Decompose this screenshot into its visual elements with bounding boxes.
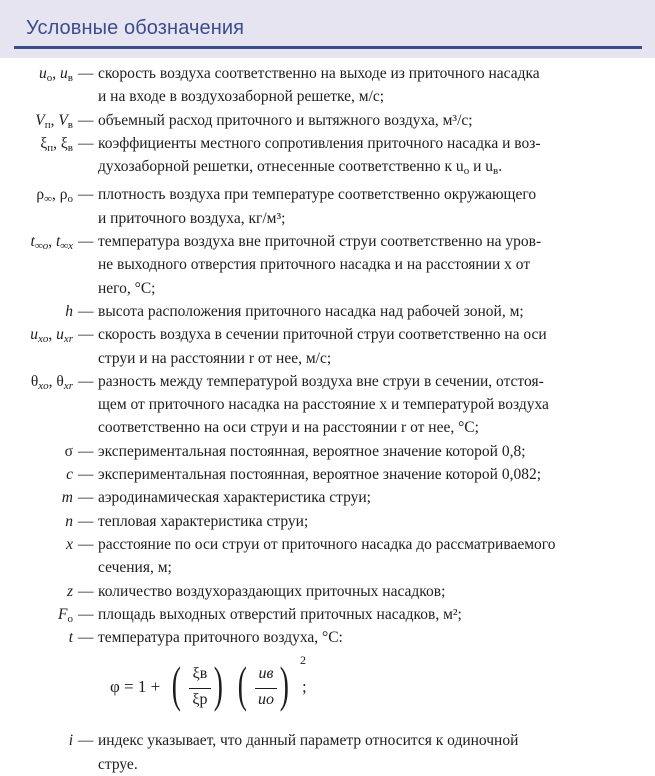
- fraction-denominator: uо: [258, 691, 274, 709]
- entry-description: индекс указывает, что данный параметр относится к одиночной струе.: [98, 732, 519, 773]
- entry-dash: —: [78, 372, 94, 390]
- entry-dash: —: [78, 186, 94, 204]
- entry-description: тепловая характеристика струи;: [98, 512, 309, 530]
- entry-dash: —: [78, 134, 94, 152]
- entry-description: аэродинамическая характеристика струи;: [98, 489, 371, 507]
- entry-description: скорость воздуха в сечении приточной струи соответственно на оси струи и на расстоянии r от нее, м/с;: [98, 326, 547, 367]
- entry-description: экспериментальная постоянная, вероятное значение которой 0,082;: [98, 466, 542, 484]
- legend-entry: [0, 533, 655, 580]
- entry-symbol: $u_о$, $u_в$: [39, 65, 73, 84]
- entry-dash: —: [78, 466, 94, 484]
- entry-dash: —: [78, 582, 94, 600]
- legend-entry: [0, 323, 655, 370]
- fraction-bar: [189, 688, 211, 689]
- entry-dash: —: [78, 302, 94, 320]
- entry-description: площадь выходных отверстий приточных насадков, м²;: [98, 605, 462, 623]
- legend-entry: [0, 62, 655, 109]
- entry-description: разность между температурой воздуха вне струи в сечении, отстоя- щем от приточного насадка на расстояние x и температурой воздуха соответственно на оси струи и на расстоянии r от нее, °С;: [98, 372, 549, 437]
- entry-dash: —: [78, 512, 94, 530]
- legend-entry: [0, 626, 655, 649]
- legend-entry: [0, 300, 655, 323]
- phi-formula: [110, 653, 655, 723]
- entry-dash: —: [78, 442, 94, 460]
- fraction-numerator: ξв: [192, 665, 208, 683]
- entry-symbol: n: [65, 512, 73, 530]
- entry-dash: —: [78, 65, 94, 82]
- entry-dash: —: [78, 111, 94, 129]
- entry-symbol: z: [66, 582, 73, 600]
- entry-symbol: c: [66, 466, 73, 484]
- fraction-numerator: uв: [258, 665, 274, 683]
- formula-lhs: φ = 1 +: [110, 677, 161, 697]
- legend-entry: [0, 230, 655, 300]
- entry-symbol: $\xi_п$, $\xi_в$: [40, 134, 73, 154]
- entry-symbol: x: [66, 535, 73, 553]
- formula-exponent: 2: [300, 653, 306, 668]
- entry-dash: —: [78, 629, 94, 647]
- fraction-bar: [255, 688, 277, 689]
- entry-description: расстояние по оси струи от приточного насадка до рассматриваемого сечения, м;: [98, 535, 556, 577]
- legend-entry: [0, 486, 655, 509]
- paren-left: (: [237, 656, 247, 713]
- section-title: Условные обозначения: [26, 17, 245, 39]
- entry-symbol: $V_п$, $V_в$: [35, 111, 73, 131]
- paren-right: ): [213, 656, 223, 713]
- paren-left: (: [171, 656, 181, 713]
- entry-symbol: $\rho_\infty$, $\rho_о$: [36, 186, 73, 206]
- section-header: [0, 0, 655, 58]
- entry-description: коэффициенты местного сопротивления приточного насадка и воз- духозаборной решетки, отнесенные соответственно к $u_о$ и $u_в$.: [98, 134, 541, 178]
- legend-entry: [0, 132, 655, 184]
- entry-description: скорость воздуха соответственно на выходе из приточного насадка и на входе в воздухозаборной решетке, м/с;: [98, 65, 540, 106]
- legend-entry: [0, 463, 655, 486]
- entry-dash: —: [78, 489, 94, 507]
- entry-symbol: $\theta_{xо}$, $\theta_{xr}$: [30, 372, 73, 392]
- entry-dash: —: [78, 605, 94, 623]
- entry-description: плотность воздуха при температуре соответственно окружающего и приточного воздуха, кг/м³;: [98, 186, 537, 227]
- entry-description: количество воздухораздающих приточных насадков;: [98, 582, 446, 600]
- entry-symbol: $t_{\infty о}$, $t_{\infty x}$: [30, 233, 73, 253]
- paren-right: ): [279, 656, 289, 713]
- legend-entry: [0, 109, 655, 132]
- legend-entry: [0, 440, 655, 463]
- entry-description: объемный расход приточного и вытяжного воздуха, м³/с;: [98, 111, 473, 129]
- entry-symbol: σ: [64, 442, 73, 460]
- header-rule: [14, 46, 642, 49]
- legend-entry: [0, 510, 655, 533]
- entry-dash: —: [78, 732, 94, 750]
- legend-entry: [0, 370, 655, 440]
- legend-list: [0, 62, 655, 776]
- legend-entry: [0, 183, 655, 230]
- fraction-denominator: ξр: [192, 691, 208, 709]
- entry-description: экспериментальная постоянная, вероятное значение которой 0,8;: [98, 442, 526, 460]
- entry-description: температура воздуха вне приточной струи соответственно на уров- не выходного отверстия приточного насадка и на расстоянии x от него, °С;: [98, 233, 542, 297]
- entry-dash: —: [78, 535, 94, 553]
- entry-symbol: m: [61, 489, 73, 507]
- legend-entry: [0, 729, 655, 776]
- formula-tail: ;: [302, 677, 307, 697]
- entry-dash: —: [78, 326, 94, 344]
- entry-symbol: i: [68, 732, 73, 750]
- entry-symbol: $F_о$: [58, 605, 73, 625]
- entry-symbol: t: [68, 629, 73, 647]
- legend-entry: [0, 580, 655, 603]
- entry-symbol: $u_{xо}$, $u_{xr}$: [30, 326, 73, 346]
- legend-entry: [0, 603, 655, 626]
- entry-dash: —: [78, 233, 94, 251]
- entry-description: высота расположения приточного насадка над рабочей зоной, м;: [98, 302, 524, 320]
- entry-description: температура приточного воздуха, °С:: [98, 629, 343, 647]
- entry-symbol: h: [65, 302, 73, 320]
